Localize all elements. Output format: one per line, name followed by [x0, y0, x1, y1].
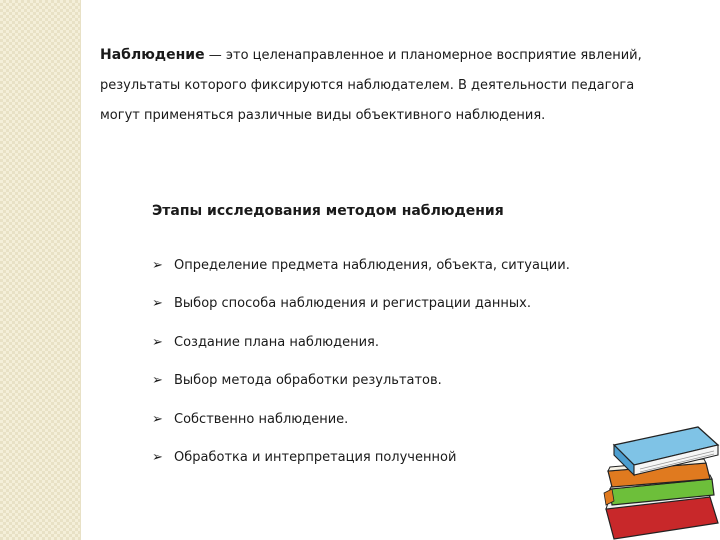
- intro-paragraph: [100, 40, 660, 131]
- list-item-text: Собственно наблюдение.: [174, 411, 349, 427]
- list-item: [152, 285, 612, 324]
- arrowhead-bullet-icon: ➢: [152, 450, 163, 466]
- list-item-text: Выбор метода обработки результатов.: [174, 373, 442, 389]
- list-item-text: Создание плана наблюдения.: [174, 334, 379, 350]
- books-stack-icon: [600, 405, 720, 540]
- intro-text: — это целенаправленное и планомерное восприятие явлений, результаты которого фиксируются наблюдателем. В деятельности педагога могут применяться различные виды объективного наблюдения.: [100, 48, 642, 123]
- decorative-side-band: [0, 0, 80, 540]
- list-item: [152, 400, 612, 439]
- arrowhead-bullet-icon: ➢: [152, 257, 163, 273]
- list-item: [152, 323, 612, 362]
- stages-section: [152, 200, 612, 477]
- arrowhead-bullet-icon: ➢: [152, 411, 163, 427]
- list-item: [152, 246, 612, 285]
- intro-term: Наблюдение: [100, 47, 205, 63]
- list-item: [152, 362, 612, 401]
- list-item-text: Определение предмета наблюдения, объекта, ситуации.: [174, 257, 570, 273]
- arrowhead-bullet-icon: ➢: [152, 296, 163, 312]
- list-item-text: Выбор способа наблюдения и регистрации данных.: [174, 296, 531, 312]
- list-item-text: Обработка и интерпретация полученной: [174, 450, 457, 466]
- stages-title: Этапы исследования методом наблюдения: [152, 203, 504, 219]
- list-item: [152, 439, 612, 478]
- side-divider: [80, 0, 81, 540]
- arrowhead-bullet-icon: ➢: [152, 334, 163, 350]
- arrowhead-bullet-icon: ➢: [152, 373, 163, 389]
- stages-list: [152, 246, 612, 477]
